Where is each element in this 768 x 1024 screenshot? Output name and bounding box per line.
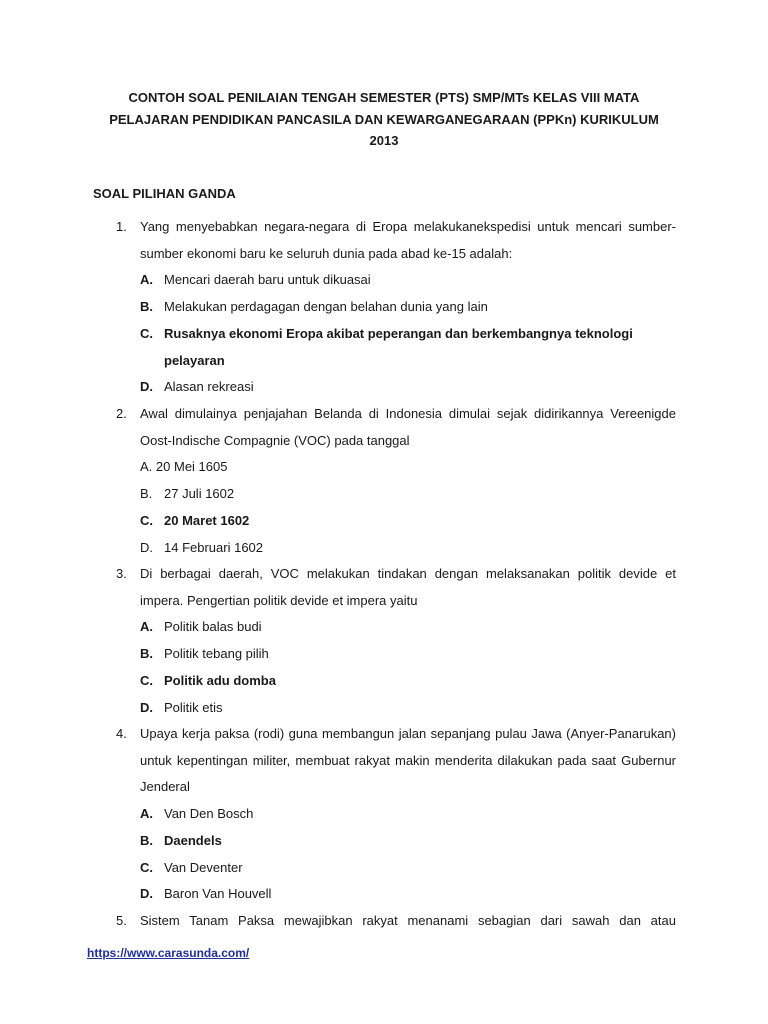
option-a: A. Van Den Bosch xyxy=(140,806,254,822)
question-number: 1. xyxy=(116,219,127,234)
option-b: B. 27 Juli 1602 xyxy=(140,486,235,502)
title-line: PELAJARAN PENDIDIKAN PANCASILA DAN KEWARGANEGARAAN (PPKn) KURIKULUM xyxy=(109,111,659,127)
options-list xyxy=(140,614,676,721)
option-a: A. 20 Mei 1605 xyxy=(140,459,228,475)
options-list xyxy=(140,267,676,401)
option-d: D. Baron Van Houvell xyxy=(140,886,272,902)
question-number: 3. xyxy=(116,566,127,581)
option-c-correct: C. 20 Maret 1602 xyxy=(140,512,250,528)
option-c-correct: C. Politik adu domba xyxy=(140,672,276,688)
question-number: 2. xyxy=(116,406,127,421)
question-1 xyxy=(116,214,676,401)
question-number: 4. xyxy=(116,726,127,741)
question-number: 5. xyxy=(116,913,127,928)
option-d: D. Politik etis xyxy=(140,699,223,715)
option-a: A. Mencari daerah baru untuk dikuasai xyxy=(140,272,371,288)
title-line: 2013 xyxy=(369,133,399,148)
question-2 xyxy=(116,401,676,561)
question-text: Awal dimulainya penjajahan Belanda di Indonesia dimulai sejak didirikannya Vereenigde Oost-Indische Compagnie (VOC) pada tanggal xyxy=(140,406,676,448)
title-line: CONTOH SOAL PENILAIAN TENGAH SEMESTER (PTS) SMP/MTs KELAS VIII MATA xyxy=(128,90,640,105)
option-d: D. Alasan rekreasi xyxy=(140,379,254,395)
section-heading: SOAL PILIHAN GANDA xyxy=(93,186,236,201)
option-b-correct: B. Daendels xyxy=(140,832,222,848)
options-list xyxy=(140,801,676,908)
document-title xyxy=(100,87,668,152)
question-text: Yang menyebabkan negara-negara di Eropa melakukanekspedisi untuk mencari sumber-sumber ekonomi baru ke seluruh dunia pada abad ke-15 adalah: xyxy=(140,219,676,261)
question-text: Di berbagai daerah, VOC melakukan tindakan dengan melaksanakan politik devide et impera. Pengertian politik devide et impera yaitu xyxy=(140,566,676,608)
option-b: B. Politik tebang pilih xyxy=(140,646,269,662)
question-text: Sistem Tanam Paksa mewajibkan rakyat menanami sebagian dari sawah dan atau xyxy=(140,913,676,928)
option-c: C. Van Deventer xyxy=(140,859,243,875)
question-3 xyxy=(116,561,676,721)
option-c-correct: C. Rusaknya ekonomi Eropa akibat peperangan dan berkembangnya teknologi pelayaran xyxy=(140,325,633,368)
option-a: A. Politik balas budi xyxy=(140,619,262,635)
footer-link[interactable]: https://www.carasunda.com/ xyxy=(87,946,250,960)
question-5 xyxy=(116,908,676,935)
option-d: D. 14 Februari 1602 xyxy=(140,539,264,555)
question-4 xyxy=(116,721,676,908)
option-b: B. Melakukan perdagagan dengan belahan dunia yang lain xyxy=(140,299,488,315)
options-list xyxy=(140,454,676,561)
question-text: Upaya kerja paksa (rodi) guna membangun jalan sepanjang pulau Jawa (Anyer-Panarukan) untuk kepentingan militer, membuat rakyat makin menderita dilakukan pada saat Gubernur Jenderal xyxy=(140,726,676,795)
